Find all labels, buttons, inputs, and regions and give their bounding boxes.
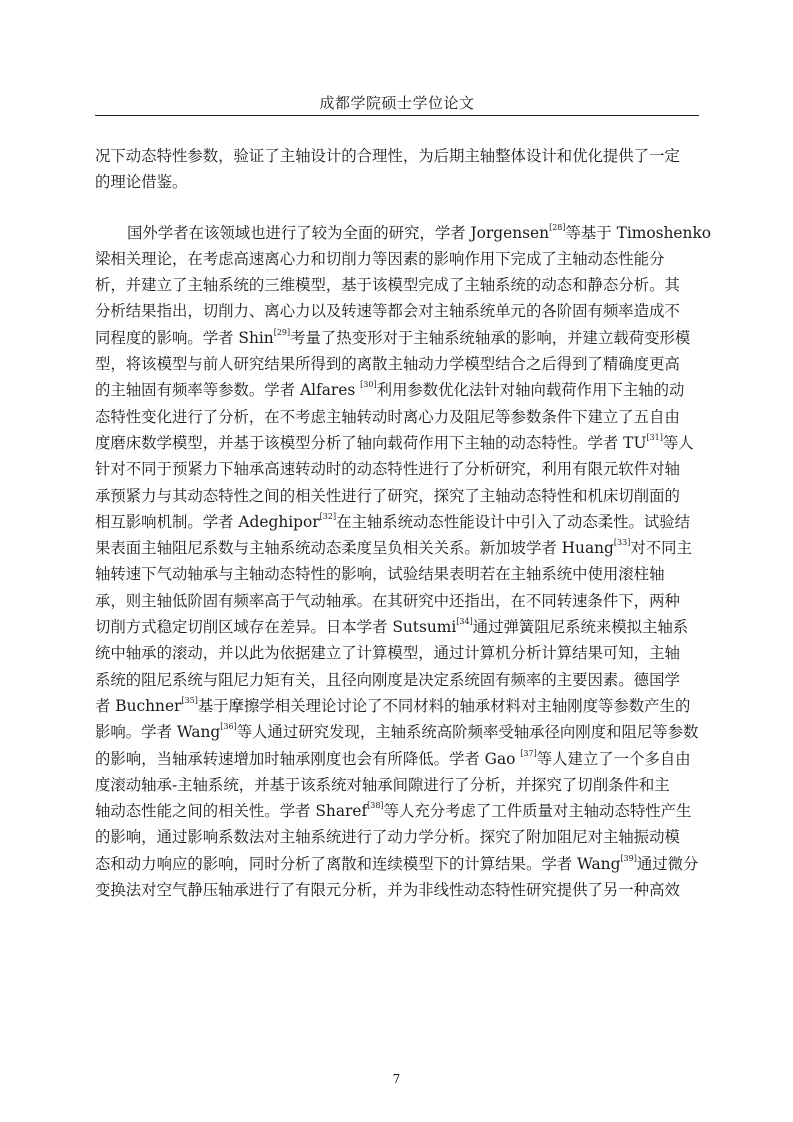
text-fragment: 等人建立了一个多自由 <box>536 749 691 768</box>
citation-marker: [32] <box>319 511 337 521</box>
paragraph-2-line <box>95 377 715 403</box>
paragraph-2-line <box>95 614 715 640</box>
text-fragment: 等人 <box>662 433 694 452</box>
text-fragment: 的影响，当轴承转速增加时轴承刚度也会有所降低。学者 Gao <box>95 749 521 768</box>
text-fragment: 的主轴固有频率等参数。学者 Alfares <box>95 381 361 400</box>
citation-marker: [31] <box>646 432 663 442</box>
text-fragment: 轴动态性能之间的相关性。学者 Sharef <box>95 802 368 821</box>
citation-marker: [37] <box>520 748 537 758</box>
running-header: 成都学院硕士学位论文 <box>319 94 475 112</box>
paragraph-2-line: 析，并建立了主轴系统的三维模型，基于该模型完成了主轴系统的动态和静态分析。其 <box>95 276 680 295</box>
citation-marker: [39] <box>620 853 637 863</box>
paragraph-2-line: 针对不同于预紧力下轴承高速转动时的动态特性进行了分析研究，利用有限元软件对轴 <box>95 460 680 479</box>
paragraph-2-line: 统中轴承的滚动，并以此为依据建立了计算模型，通过计算机分析计算结果可知，主轴 <box>95 644 680 663</box>
text-fragment: 等基于 Timoshenko <box>565 223 712 242</box>
paragraph-2-line: 系统的阻尼系统与阻尼力矩有关，且径向刚度是决定系统固有频率的主要因素。德国学 <box>95 670 680 689</box>
text-fragment: 态和动力响应的影响，同时分析了离散和连续模型下的计算结果。学者 Wang <box>95 854 621 873</box>
citation-marker: [28] <box>549 222 566 232</box>
citation-marker: [38] <box>367 801 384 811</box>
paragraph-2-line <box>95 220 715 246</box>
header-rule <box>95 115 699 116</box>
text-fragment: 通过弹簧阻尼系统来模拟主轴系 <box>472 618 689 637</box>
text-fragment: 相互影响机制。学者 Adeghipor <box>95 512 320 531</box>
text-fragment: 基于摩擦学相关理论讨论了不同材料的轴承材料对主轴刚度等参数产生的 <box>197 696 691 715</box>
text-fragment: 考量了热变形对于主轴系统轴承的影响，并建立载荷变形模 <box>290 328 691 347</box>
citation-marker: [35] <box>181 695 198 705</box>
text-fragment: 利用参数优化法针对轴向载荷作用下主轴的动 <box>376 381 685 400</box>
citation-marker: [30] <box>360 380 377 390</box>
paragraph-2-line: 的影响，通过影响系数法对主轴系统进行了动力学分析。探究了附加阻尼对主轴振动模 <box>95 828 680 847</box>
paragraph-2-line: 度滚动轴承-主轴系统，并基于该系统对轴承间隙进行了分析，并探究了切削条件和主 <box>95 775 670 794</box>
paragraph-2-line: 型，将该模型与前人研究结果所得到的离散主轴动力学模型结合之后得到了精确度更高 <box>95 355 680 374</box>
text-fragment: 果表面主轴阻尼系数与主轴系统动态柔度呈负相关关系。新加坡学者 Huang <box>95 539 614 558</box>
text-fragment: 对不同主 <box>630 539 692 558</box>
paragraph-1-line: 的理论借鉴。 <box>95 173 188 192</box>
paragraph-2-line: 态特性变化进行了分析，在不考虑主轴转动时离心力及阻尼等参数条件下建立了五自由 <box>95 407 680 426</box>
paragraph-2-line: 承预紧力与其动态特性之间的相关性进行了研究，探究了主轴动态特性和机床切削面的 <box>95 486 680 505</box>
paragraph-1-line: 况下动态特性参数，验证了主轴设计的合理性，为后期主轴整体设计和优化提供了一定 <box>95 147 680 165</box>
citation-marker: [34] <box>456 617 473 627</box>
paragraph-2-line: 梁相关理论，在考虑高速离心力和切削力等因素的影响作用下完成了主轴动态性能分 <box>95 249 665 268</box>
paragraph-2-line <box>95 719 715 745</box>
text-fragment: 者 Buchner <box>95 696 182 715</box>
page-number: 7 <box>392 1072 401 1086</box>
citation-marker: [36] <box>220 722 237 732</box>
citation-marker: [29] <box>273 327 291 337</box>
text-fragment: 影响。学者 Wang <box>95 723 221 742</box>
paragraph-2-line <box>95 509 715 535</box>
text-fragment: 度磨床数学模型，并基于该模型分析了轴向载荷作用下主轴的动态特性。学者 TU <box>95 433 647 452</box>
body-text <box>95 143 715 903</box>
citation-marker: [33] <box>613 538 631 548</box>
paragraph-2-line <box>95 535 715 561</box>
paragraph-gap <box>95 196 715 220</box>
paragraph-2-line <box>95 430 715 456</box>
paragraph-2-line: 变换法对空气静压轴承进行了有限元分析，并为非线性动态特性研究提供了另一种高效 <box>95 881 680 900</box>
text-fragment: 切削方式稳定切削区域存在差异。日本学者 Sutsumi <box>95 618 457 637</box>
paragraph-2-line: 承，则主轴低阶固有频率高于气动轴承。在其研究中还指出，在不同转速条件下，两种 <box>95 591 680 610</box>
text-fragment: 国外学者在该领域也进行了较为全面的研究，学者 Jorgensen <box>127 223 550 242</box>
text-fragment: 同程度的影响。学者 Shin <box>95 328 274 347</box>
text-fragment: 通过微分 <box>636 854 699 873</box>
text-fragment: 等人充分考虑了工件质量对主轴动态特性产生 <box>383 802 692 821</box>
paragraph-2-line <box>95 851 715 877</box>
paragraph-2-line <box>95 325 715 351</box>
text-fragment: 等人通过研究发现，主轴系统高阶频率受轴承径向刚度和阻尼等参数 <box>236 723 699 742</box>
paragraph-2-line <box>95 746 715 772</box>
paragraph-2-line <box>95 798 715 824</box>
paragraph-2-line: 分析结果指出，切削力、离心力以及转速等都会对主轴系统单元的各阶固有频率造成不 <box>95 302 680 321</box>
text-fragment: 在主轴系统动态性能设计中引入了动态柔性。试验结 <box>336 512 691 531</box>
paragraph-2-line: 轴转速下气动轴承与主轴动态特性的影响，试验结果表明若在主轴系统中使用滚柱轴 <box>95 565 665 584</box>
paragraph-2-line <box>95 693 715 719</box>
